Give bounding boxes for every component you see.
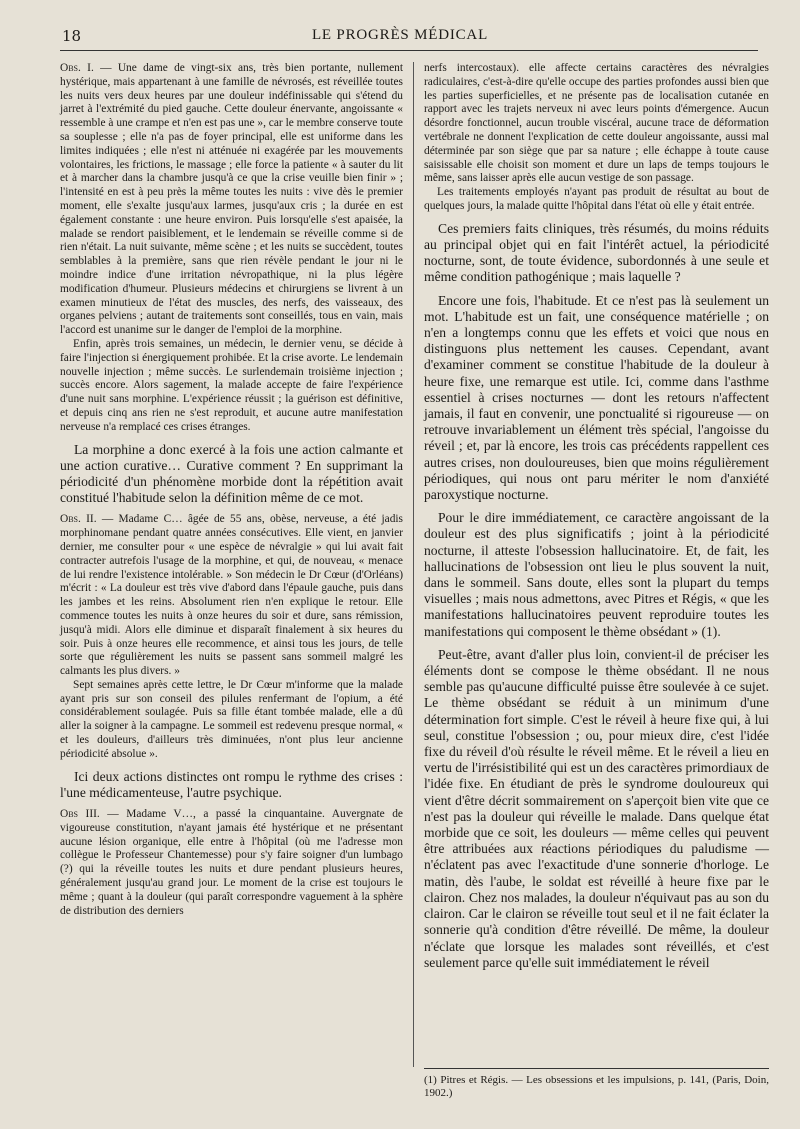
obs-label: Obs. I. bbox=[60, 62, 94, 74]
discussion-p1: Ces premiers faits cliniques, très résumés, du moins réduits au principal objet qui en fait l'intérêt actuel, la périodicité nocturne, sont, de toute évidence, subordonnés à une seule et même condition pathogénique ; mais laquelle ? bbox=[424, 220, 769, 285]
obs-label: Obs III. bbox=[60, 808, 100, 821]
observation-3-continued: nerfs intercostaux). elle affecte certains caractères des névralgies radiculaires, c'est-à-dire qu'elle occupe des parties profondes aussi bien que les parties superficielles, et ne présente pas de localisation cutanée en rapport avec les trajets nerveux ni avec leurs points d'émergence. Aucun désordre fonctionnel, aucun trouble viscéral, aucune trace de déformation vertébrale ne donnent l'explication de cette douleur angoissante, aussi mal déterminée par son siège que par sa nature ; elle échappe à toute cause saisissable elle choisit son moment et dure un laps de temps toujours le même, sans laisser après elle aucun vestige de son passage. bbox=[424, 62, 769, 185]
header-rule bbox=[60, 50, 758, 51]
page-number: 18 bbox=[62, 27, 82, 45]
obs-text: — Une dame de vingt-six ans, très bien portante, nullement hystérique, mais appartenant à une famille de névrosés, est réveillée toutes les nuits vers deux heures par une douleur indéfinissable qui s'étend du jarret à l'extrémité du pied gauche. Cette douleur énervante, angoissante « ressemble à une crampe et n'en est pas une », car le membre conserve toute sa souplesse ; elle n'a pas de foyer principal, elle est uniforme dans les limites indiquées ; elle n'est ni atténuée ni exagérée par les mouvements volontaires, les frictions, le massage ; elle force la patiente « à sauter du lit et à marcher dans la chambre jusqu'à ce que la crise veuille bien finir » ; l'intensité en est à peu près la même toutes les nuits : vive dès le premier moment, elle s'exalte jusqu'aux larmes, jusqu'aux cris ; la durée en est également constante : une heure environ. Puis lorsqu'elle s'est apaisée, la malade se rendort paisiblement, et le lendemain se réveille comme si de rien n'était. La nuit suivante, même scène ; et les nuits se succèdent, toutes semblables à la première, sans que rien révèle pendant le jour ni le moindre indice d'une irritation névropathique, ni la plus légère modification d'humeur. Plusieurs médecins et chirurgiens se livrent à un examen minutieux de l'état des muscles, des nerfs, des vaisseaux, des organes pelviens ; autant de traitements sont conseillés, tous en vain, mais l'accord est unanime sur le danger de l'emploi de la morphine. bbox=[60, 62, 403, 337]
observation-1-p2: Enfin, après trois semaines, un médecin, le dernier venu, se décide à faire l'injection si énergiquement prohibée. Et la crise avorte. Le lendemain nouvelle injection ; même succès. Le surlendemain troisième injection ; succès encore. Alors sagement, la malade accepte de faire l'expérience d'une nuit sans morphine. L'expérience réussit ; la guérison est définitive, et depuis cinq ans rien ne s'est reproduit, et aucune autre manifestation nerveuse n'a remplacé ces crises étranges. bbox=[60, 337, 403, 433]
obs-text: — Madame V…, a passé la cinquantaine. Auvergnate de vigoureuse constitution, n'ayant jamais été hystérique et ne présentant aucune lésion organique, elle entre à l'hôpital (où me l'adresse mon collègue le Professeur Chantemesse) pour s'y faire soigner d'un lumbago (?) qui la réveille toutes les nuits et dure pendant plusieurs heures, généralement jusqu'au grand jour. Le moment de la crise est toujours le même ; quant à la douleur (qui paraît correspondre vaguement à la sphère de distribution des derniers bbox=[60, 808, 403, 917]
journal-title: LE PROGRÈS MÉDICAL bbox=[311, 27, 489, 43]
observation-2-p1 bbox=[60, 513, 403, 679]
footnote: (1) Pitres et Régis. — Les obsessions et les impulsions, p. 141, (Paris, Doin, 1902.) bbox=[424, 1074, 769, 1099]
observation-3-p1 bbox=[60, 808, 403, 918]
discussion-p4: Peut-être, avant d'aller plus loin, convient-il de préciser les éléments dont se compose le thème obsédant. Il ne nous semble pas qu'aucune difficulté puisse être soulevée à ce sujet. Le thème obsédant se réduit à un minimum d'une détermination fort simple. C'est le réveil à heure fixe qui, à lui seul, constitue l'obsession ; ou, pour mieux dire, c'est l'idée fixe du réveil d'où résulte le réveil même. Et le réveil a lieu en vertu de l'irrésistibilité qui est un des caractères primordiaux de l'idée fixe. En étudiant de près le syndrome douloureux qui vient d'être décrit sommairement on s'aperçoit bien vite que ce n'est pas la douleur qui réveille le malade. Dans quelque état morbide que ce soit, les douleurs — même celles qui peuvent être attribuées aux réactions périodiques du paludisme — n'éclatent pas avec l'exactitude d'une sonnerie d'horloge. Le matin, dès l'aube, le soldat est réveillé à heure fixe par le clairon. Chez nos malades, la douleur n'équivaut pas au son du clairon. Car le clairon se réveille tout seul et il ne fait éclater la sonnerie qu'à condition d'être réveillé. De même, la douleur n'éclate que lorsque les malades sont réveillés, et c'est seulement parce qu'elle suit immédiatement le réveil bbox=[424, 646, 769, 970]
observation-2-p2: Sept semaines après cette lettre, le Dr Cœur m'informe que la malade ayant pris sur son conseil des pilules renfermant de l'opium, a été considérablement soulagée. Puis sa fille étant tombée malade, elle a dû aller la soigner à la campagne. Le sommeil est redevenu presque normal, « et les douleurs, d'ailleurs très diminuées, n'ont plus leur ancienne périodicité absolue ». bbox=[60, 678, 403, 760]
discussion-p2: Encore une fois, l'habitude. Et ce n'est pas là seulement un mot. L'habitude est un fait, une conséquence matérielle ; on n'en a longtemps connu que les effets et voici que nous en distinguons plus nettement les causes. Cependant, avant d'examiner comment se constitue l'habitude de la douleur à heure fixe, une remarque est utile. Ici, comme dans l'asthme essentiel à crises nocturnes — dont les retours n'affectent jamais, il faut en convenir, une ponctualité si rigoureuse — on retrouve invariablement un élément très spécial, l'angoisse du réveil ; et, par là encore, les trois cas précédents rappellent ces autres crises, non douloureuses, bien que moins régulièrement périodiques, qui nous ont paru mériter le nom d'anxiété paroxystique nocturne. bbox=[424, 292, 769, 503]
discussion-p3: Pour le dire immédiatement, ce caractère angoissant de la douleur est des plus significatifs ; joint à la périodicité nocturne, il atteste l'obsession hallucinatoire. Et, de fait, les hallucinations de l'obsession ont lieu le plus souvent la nuit, dans le sommeil. Sans doute, elles sont la plupart du temps visuelles ; mais nous admettons, avec Pitres et Régis, « que les manifestations hallucinatoires peuvent reproduire toutes les manifestations qui composent le thème obsédant » (1). bbox=[424, 510, 769, 639]
obs-label: Obs. II. bbox=[60, 513, 97, 526]
footnote-rule bbox=[424, 1068, 769, 1069]
left-column bbox=[60, 62, 403, 918]
right-column bbox=[424, 62, 769, 978]
commentary-2: Ici deux actions distinctes ont rompu le rythme des crises : l'une médicamenteuse, l'autre psychique. bbox=[60, 768, 403, 800]
column-divider bbox=[413, 62, 414, 1067]
obs-text: — Madame C… âgée de 55 ans, obèse, nerveuse, a été jadis morphinomane pendant quatre années consécutives. Elle vient, en janvier dernier, me consulter pour « une espèce de névralgie » qui lui avait fait contracter autrefois l'usage de la morphine, et qui, de nouveau, « menace de lui rendre l'existence intolérable. » Son médecin le Dr Cœur (d'Orléans) m'écrit : « La douleur est très vive d'abord dans l'épaule gauche, puis dans les jambes et les reins. Absolument rien n'en explique le retour. Elle commence toutes les nuits à onze heures du soir et dure, sans rémission, jusqu'à midi. Alors elle diminue et disparaît finalement à six heures du soir. Puis à onze heures elle recommence, et ainsi tous les jours, de telle sorte que régulièrement les nuits se passent sans sommeil malgré les calmants les plus divers. » bbox=[60, 513, 403, 678]
commentary-1: La morphine a donc exercé à la fois une action calmante et une action curative… Curative comment ? En supprimant la périodicité d'un phénomène morbide dont la répétition avait constitué l'habitude selon la définition même de ce mot. bbox=[60, 441, 403, 506]
observation-3-end: Les traitements employés n'ayant pas produit de résultat au bout de quelques jours, la malade quitte l'hôpital dans l'état où elle y était entrée. bbox=[424, 186, 769, 212]
observation-1-p1 bbox=[60, 62, 403, 338]
